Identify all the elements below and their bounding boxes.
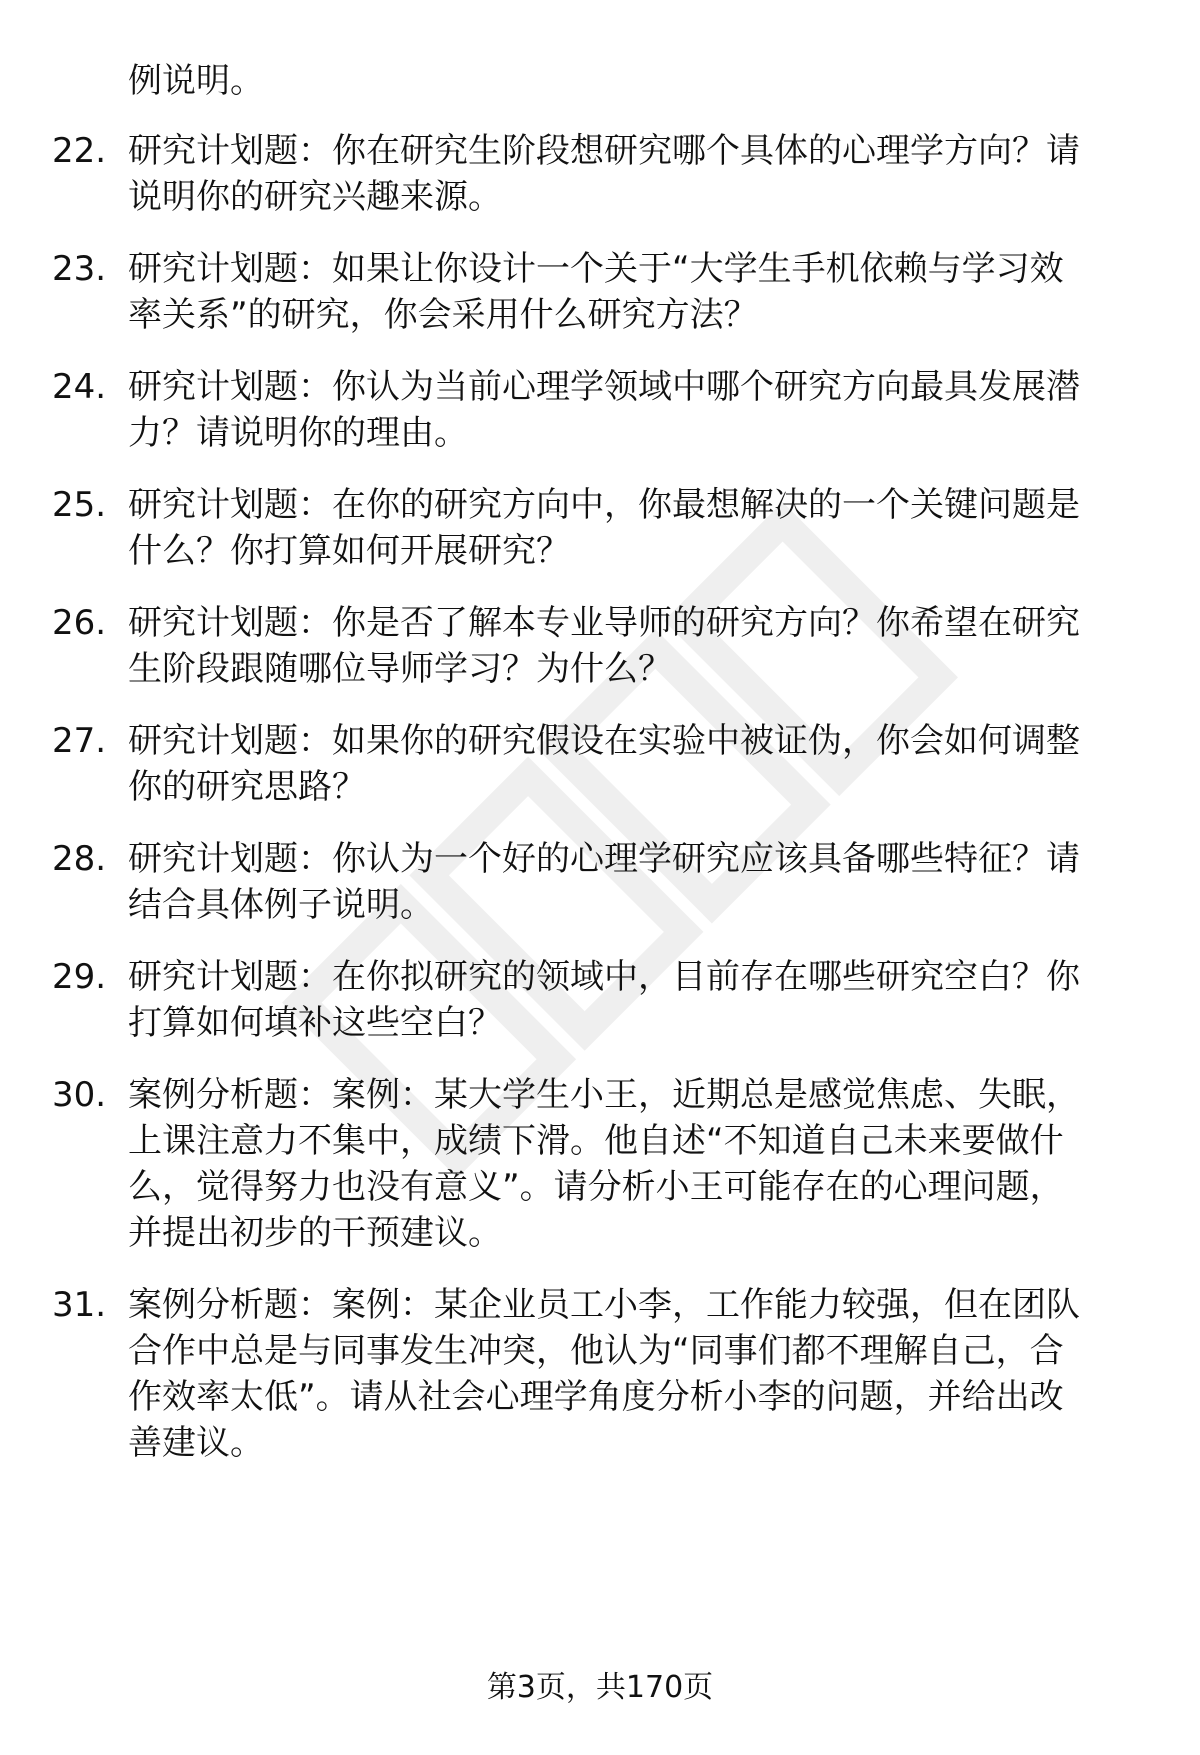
question-line: 并提出初步的干预建议。: [128, 1213, 502, 1253]
question-line: 你的研究思路？: [128, 767, 366, 807]
question-line: 么，觉得努力也没有意义”。请分析小王可能存在的心理问题，: [128, 1167, 1064, 1207]
question-line: 什么？你打算如何开展研究？: [128, 531, 570, 571]
question-line: 研究计划题：你认为一个好的心理学研究应该具备哪些特征？请: [128, 839, 1080, 879]
question-line: 研究计划题：如果你的研究假设在实验中被证伪，你会如何调整: [128, 721, 1080, 761]
question-line: 研究计划题：你在研究生阶段想研究哪个具体的心理学方向？请: [128, 131, 1080, 171]
question-text: [128, 718, 1148, 810]
question-line: 率关系”的研究，你会采用什么研究方法？: [128, 295, 758, 335]
question-line: 研究计划题：如果让你设计一个关于“大学生手机依赖与学习效: [128, 249, 1064, 289]
question-line: 打算如何填补这些空白？: [128, 1003, 502, 1043]
question-line: 生阶段跟随哪位导师学习？为什么？: [128, 649, 672, 689]
question-number: 28.: [52, 839, 107, 879]
question-line: 合作中总是与同事发生冲突，他认为“同事们都不理解自己，合: [128, 1331, 1064, 1371]
question-number: 23.: [52, 249, 107, 289]
question-text: [128, 954, 1148, 1046]
question-number: 25.: [52, 485, 107, 525]
question-number: 24.: [52, 367, 107, 407]
question-line: 研究计划题：在你拟研究的领域中，目前存在哪些研究空白？你: [128, 957, 1080, 997]
question-line: 作效率太低”。请从社会心理学角度分析小李的问题，并给出改: [128, 1377, 1064, 1417]
question-line: 力？请说明你的理由。: [128, 413, 468, 453]
question-line: 善建议。: [128, 1423, 264, 1463]
question-line: 研究计划题：你认为当前心理学领域中哪个研究方向最具发展潜: [128, 367, 1080, 407]
question-line: 研究计划题：在你的研究方向中，你最想解决的一个关键问题是: [128, 485, 1080, 525]
question-line: 上课注意力不集中，成绩下滑。他自述“不知道自己未来要做什: [128, 1121, 1064, 1161]
question-line: 案例分析题：案例：某大学生小王，近期总是感觉焦虑、失眠，: [128, 1075, 1080, 1115]
question-number: 29.: [52, 957, 107, 997]
question-text: [128, 246, 1148, 338]
question-text: [128, 1072, 1148, 1256]
question-line: 结合具体例子说明。: [128, 885, 434, 925]
question-number: 22.: [52, 131, 107, 171]
question-text: [128, 128, 1148, 220]
question-line: 案例分析题：案例：某企业员工小李，工作能力较强，但在团队: [128, 1285, 1080, 1325]
question-text: [128, 836, 1148, 928]
question-number: 26.: [52, 603, 107, 643]
question-text: [128, 482, 1148, 574]
question-number: 30.: [52, 1075, 107, 1115]
question-line: 说明你的研究兴趣来源。: [128, 177, 502, 217]
question-number: 27.: [52, 721, 107, 761]
question-number: 31.: [52, 1285, 107, 1325]
question-line: 研究计划题：你是否了解本专业导师的研究方向？你希望在研究: [128, 603, 1080, 643]
question-text: [128, 600, 1148, 692]
question-text: [128, 364, 1148, 456]
question-text: [128, 1282, 1148, 1466]
continuation-text: 例说明。: [128, 61, 264, 101]
page-footer: 第3页，共170页: [486, 1670, 714, 1705]
